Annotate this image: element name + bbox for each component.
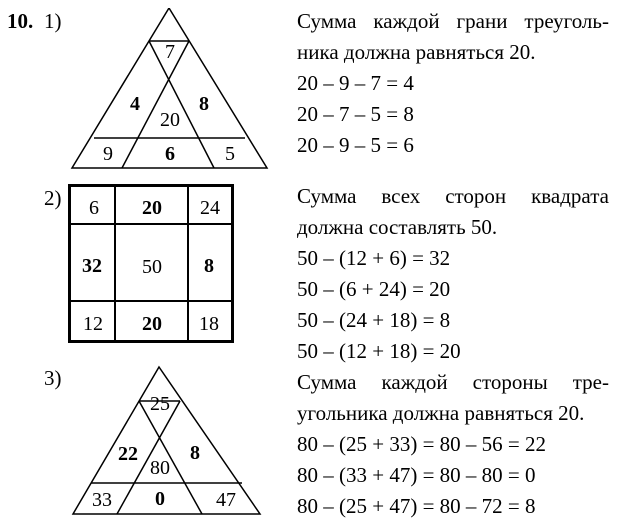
word: треуголь- bbox=[524, 9, 609, 33]
explanation-line: должна составлять 50. bbox=[297, 215, 498, 239]
equation-line: 50 – (6 + 24) = 20 bbox=[297, 277, 451, 301]
cell-top: 25 bbox=[150, 393, 170, 415]
cell-bottom-right: 5 bbox=[225, 143, 235, 165]
equation-line: 80 – (33 + 47) = 80 – 80 = 0 bbox=[297, 463, 536, 487]
cell-bottom-right: 47 bbox=[216, 489, 236, 511]
explanation-first-line bbox=[297, 367, 609, 398]
part-3-label: 3) bbox=[44, 366, 62, 390]
cell-center: 20 bbox=[160, 109, 180, 131]
word: квадрата bbox=[531, 184, 609, 208]
task-number: 10. bbox=[7, 9, 34, 33]
equation-line: 50 – (24 + 18) = 8 bbox=[297, 308, 451, 332]
cell-middle-left: 32 bbox=[82, 255, 102, 277]
triangle-figure-3 bbox=[70, 362, 280, 522]
word: стороны bbox=[472, 370, 548, 394]
cell-bottom-middle: 0 bbox=[155, 488, 165, 510]
equation-line: 20 – 9 – 5 = 6 bbox=[297, 133, 414, 157]
word: Сумма bbox=[297, 184, 357, 208]
equation-line: 80 – (25 + 47) = 80 – 72 = 8 bbox=[297, 494, 536, 518]
word: грани bbox=[456, 9, 508, 33]
equation-line: 80 – (25 + 33) = 80 – 56 = 22 bbox=[297, 432, 547, 456]
explanation-line: ника должна равняться 20. bbox=[297, 40, 536, 64]
cell-top-left: 6 bbox=[89, 197, 99, 219]
word: сторон bbox=[445, 184, 507, 208]
explanation-3 bbox=[297, 367, 609, 522]
word: Сумма bbox=[297, 9, 357, 33]
equation-line: 50 – (12 + 18) = 20 bbox=[297, 339, 461, 363]
equation-line: 20 – 7 – 5 = 8 bbox=[297, 102, 414, 126]
word: Сумма bbox=[297, 370, 357, 394]
cell-bottom-middle: 20 bbox=[142, 313, 162, 335]
cell-top: 7 bbox=[165, 41, 175, 63]
part-1-label: 1) bbox=[44, 9, 62, 33]
cell-bottom-middle: 6 bbox=[165, 143, 175, 165]
explanation-first-line bbox=[297, 6, 609, 37]
cell-right: 8 bbox=[190, 442, 200, 464]
cell-bottom-left: 33 bbox=[92, 489, 112, 511]
explanation-line: угольника должна равняться 20. bbox=[297, 401, 585, 425]
equation-line: 20 – 9 – 7 = 4 bbox=[297, 71, 414, 95]
explanation-first-line bbox=[297, 181, 609, 212]
equation-line: 50 – (12 + 6) = 32 bbox=[297, 246, 451, 270]
square-figure-2 bbox=[68, 184, 236, 346]
word: всех bbox=[381, 184, 421, 208]
word: тре- bbox=[572, 370, 609, 394]
word: каждой bbox=[373, 9, 440, 33]
triangle-figure-1 bbox=[70, 8, 280, 178]
explanation-2 bbox=[297, 181, 609, 367]
cell-center: 80 bbox=[150, 457, 170, 479]
explanation-1 bbox=[297, 6, 609, 161]
part-2-label: 2) bbox=[44, 186, 62, 210]
cell-right: 8 bbox=[199, 93, 209, 115]
cell-left: 22 bbox=[118, 443, 138, 465]
cell-top-right: 24 bbox=[200, 197, 220, 219]
cell-center: 50 bbox=[142, 256, 162, 278]
cell-middle-right: 8 bbox=[204, 255, 214, 277]
cell-bottom-left: 12 bbox=[83, 313, 103, 335]
cell-bottom-right: 18 bbox=[199, 313, 219, 335]
cell-top-middle: 20 bbox=[142, 197, 162, 219]
cell-bottom-left: 9 bbox=[103, 143, 113, 165]
word: каждой bbox=[381, 370, 448, 394]
cell-left: 4 bbox=[130, 93, 140, 115]
